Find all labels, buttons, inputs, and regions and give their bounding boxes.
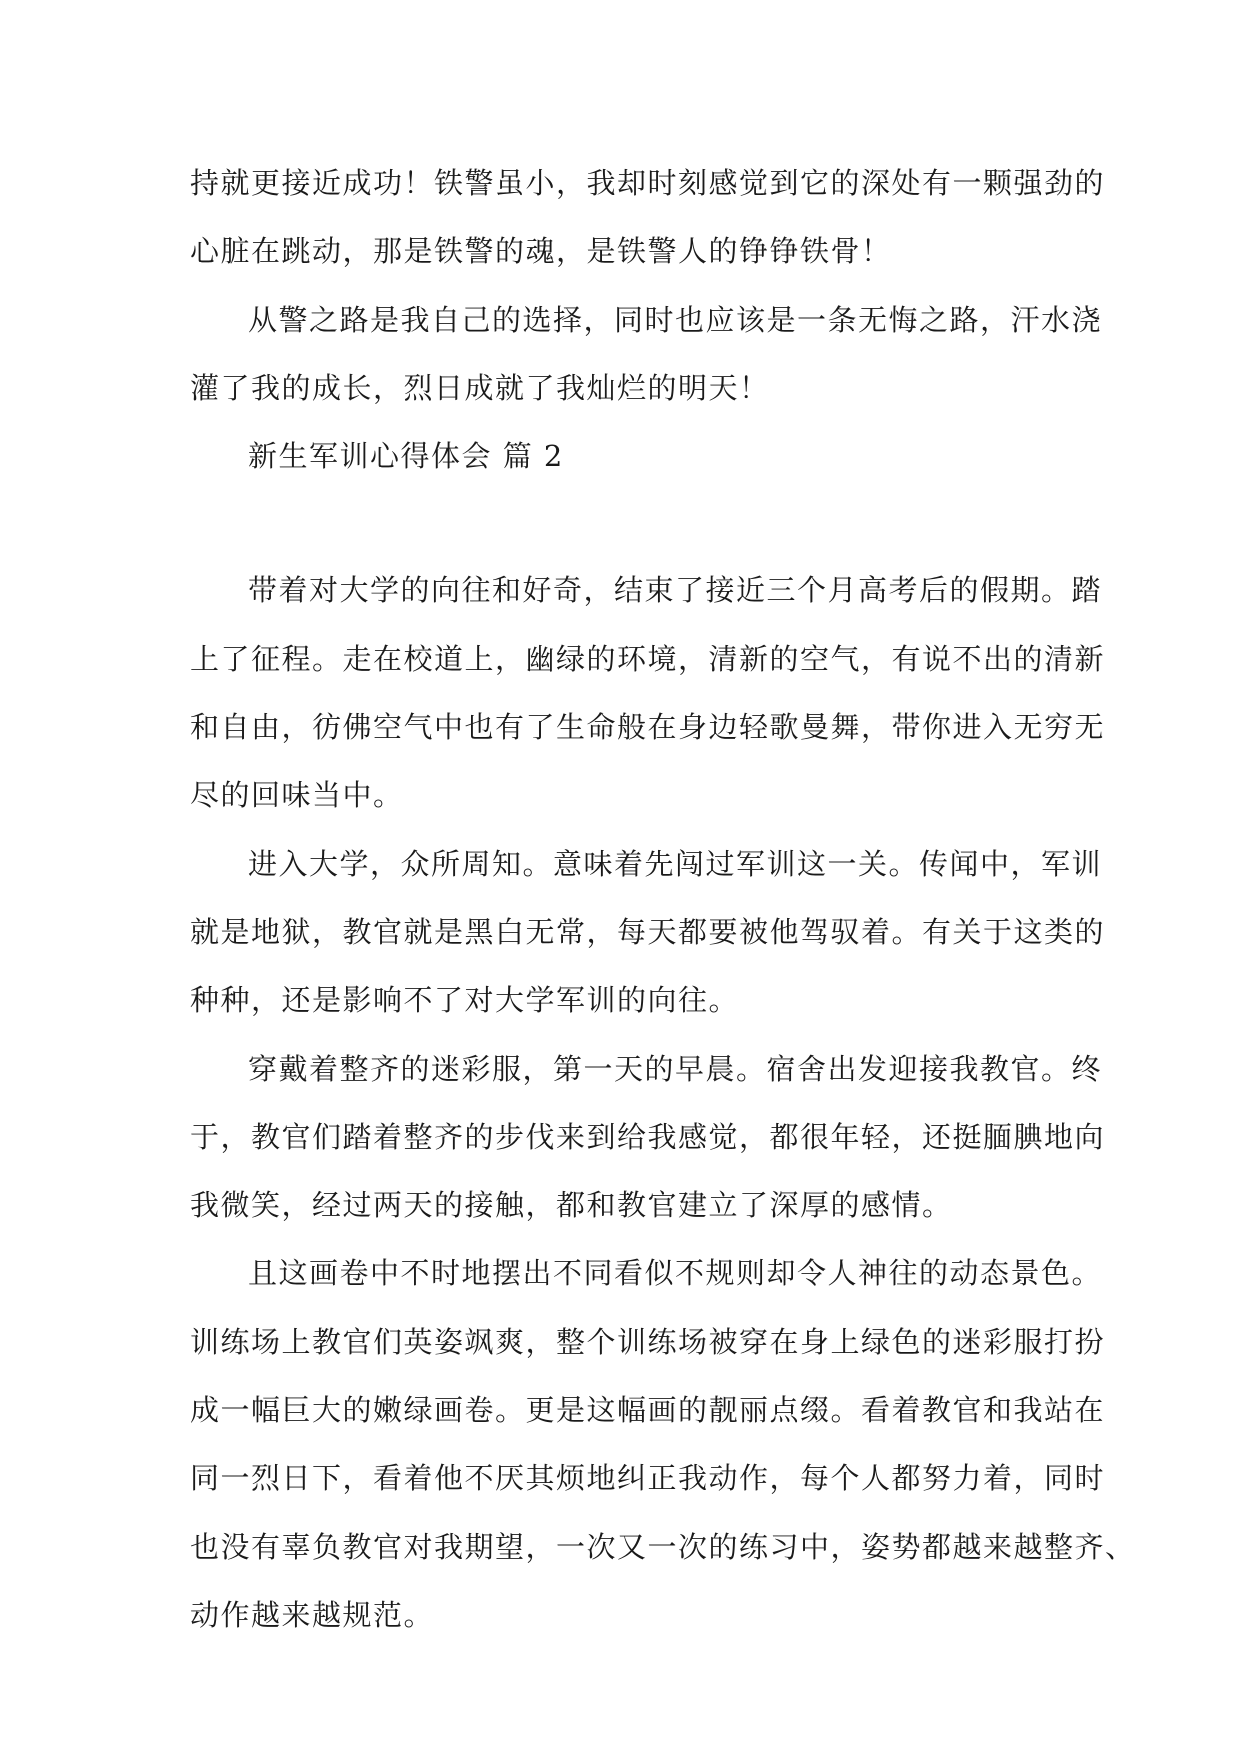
paragraph-line: 尽的回味当中。 (190, 778, 404, 812)
paragraph-line: 训练场上教官们英姿飒爽，整个训练场被穿在身上绿色的迷彩服打扮 (190, 1325, 1106, 1359)
paragraph-line: 成一幅巨大的嫩绿画卷。更是这幅画的靓丽点缀。看着教官和我站在 (190, 1393, 1106, 1427)
paragraph-line: 带着对大学的向往和好奇，结束了接近三个月高考后的假期。踏 (248, 573, 1103, 607)
paragraph-line: 进入大学，众所周知。意味着先闯过军训这一关。传闻中，军训 (248, 847, 1103, 881)
paragraph-line: 于，教官们踏着整齐的步伐来到给我感觉，都很年轻，还挺腼腆地向 (190, 1120, 1106, 1154)
paragraph-line: 我微笑，经过两天的接触，都和教官建立了深厚的感情。 (190, 1188, 953, 1222)
paragraph-line: 持就更接近成功！铁警虽小，我却时刻感觉到它的深处有一颗强劲的 (190, 166, 1106, 200)
section-heading: 新生军训心得体会 篇 2 (248, 439, 564, 473)
paragraph-line: 上了征程。走在校道上，幽绿的环境，清新的空气，有说不出的清新 (190, 642, 1106, 676)
paragraph-line: 动作越来越规范。 (190, 1598, 435, 1632)
paragraph-line: 同一烈日下，看着他不厌其烦地纠正我动作，每个人都努力着，同时 (190, 1461, 1106, 1495)
paragraph-line: 且这画卷中不时地摆出不同看似不规则却令人神往的动态景色。 (248, 1256, 1103, 1290)
paragraph-line: 心脏在跳动，那是铁警的魂，是铁警人的铮铮铁骨！ (190, 234, 892, 268)
paragraph-line: 种种，还是影响不了对大学军训的向往。 (190, 983, 740, 1017)
paragraph-line: 穿戴着整齐的迷彩服，第一天的早晨。宿舍出发迎接我教官。终 (248, 1052, 1103, 1086)
paragraph-line: 灌了我的成长，烈日成就了我灿烂的明天！ (190, 371, 770, 405)
paragraph-line: 也没有辜负教官对我期望，一次又一次的练习中，姿势都越来越整齐、 (190, 1530, 1136, 1564)
paragraph-line: 从警之路是我自己的选择，同时也应该是一条无悔之路，汗水浇 (248, 303, 1103, 337)
paragraph-line: 和自由，彷佛空气中也有了生命般在身边轻歌曼舞，带你进入无穷无 (190, 710, 1106, 744)
paragraph-line: 就是地狱，教官就是黑白无常，每天都要被他驾驭着。有关于这类的 (190, 915, 1106, 949)
